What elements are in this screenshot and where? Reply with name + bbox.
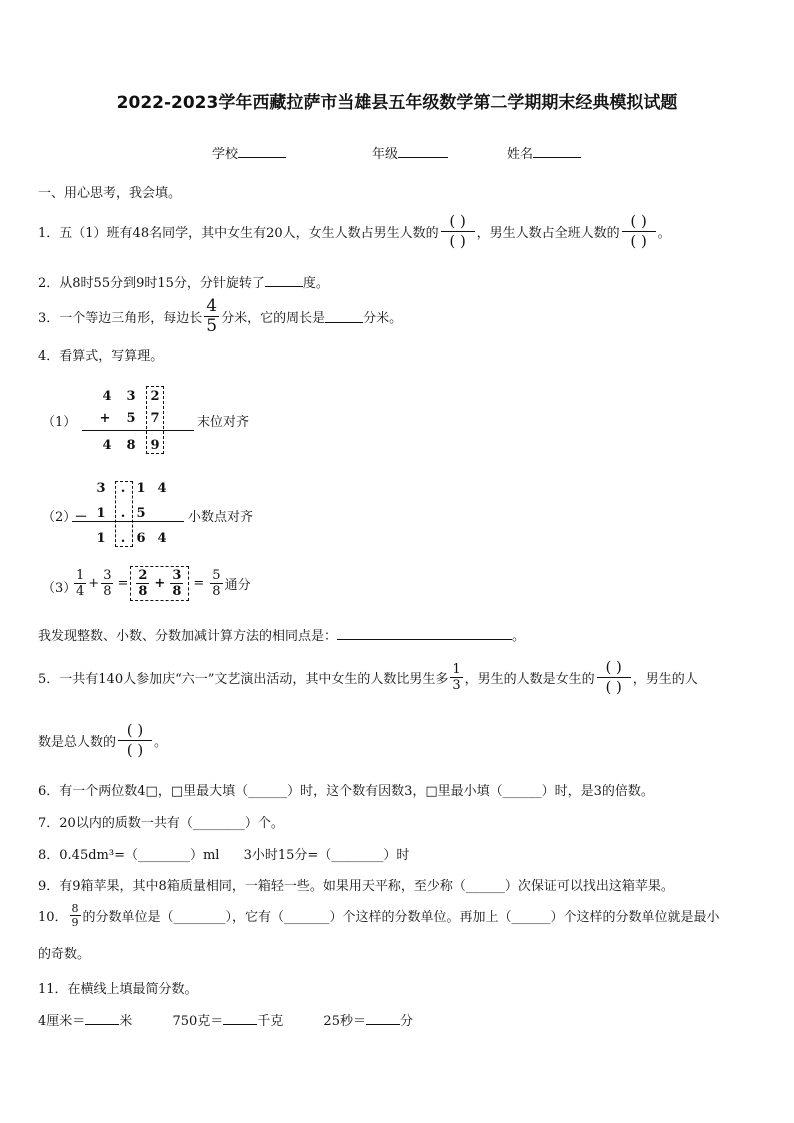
question-4: 4．看算式，写算理。 <box>38 349 164 364</box>
q2-blank[interactable] <box>265 274 303 287</box>
fraction-4-5 <box>204 298 219 335</box>
question-11-blanks <box>38 1010 413 1029</box>
finding-statement <box>38 625 525 644</box>
fraction-numerator: 5 <box>212 568 221 583</box>
digit: 4 <box>102 389 112 404</box>
q8-text-a: 8．0.45dm³=（________）ml <box>38 848 220 863</box>
fraction-denominator: 8 <box>138 584 148 599</box>
q11-item-3: 25秒＝ <box>323 1014 366 1029</box>
q1-text-c: 。 <box>657 226 671 241</box>
fraction-denominator: 3 <box>452 678 461 693</box>
fraction-denominator: 4 <box>76 584 85 599</box>
digit: 5 <box>136 506 146 521</box>
q11-item-1: 4厘米＝ <box>38 1014 86 1029</box>
q10-text-a: 的分数单位是（________），它有（_______）个这样的分数单位。再加上（______）个这样的分数单位就是最小 <box>82 910 720 925</box>
question-1 <box>38 214 671 249</box>
fraction-numerator: 8 <box>71 902 79 915</box>
digit: 1 <box>96 506 106 521</box>
q3-blank[interactable] <box>325 310 363 323</box>
q11-item-2: 750克＝ <box>172 1014 224 1029</box>
minus-sign: － <box>74 510 88 525</box>
part-3-expression <box>72 566 251 601</box>
digit: 4 <box>157 531 167 546</box>
part-1-label: （1） <box>42 415 77 430</box>
fraction <box>210 569 222 598</box>
fraction <box>74 569 86 598</box>
question-10-cont: 的奇数。 <box>38 947 91 962</box>
q1-text-b: ，男生人数占全班人数的 <box>476 226 620 241</box>
equals-sign: = <box>193 576 205 591</box>
paren: ( ) <box>126 721 144 739</box>
finding-end: 。 <box>512 629 526 644</box>
fraction-denominator: 5 <box>206 316 218 336</box>
digit: 4 <box>157 481 167 496</box>
digit: 1 <box>136 481 146 496</box>
plus-sign: + <box>88 576 100 591</box>
alignment-box <box>115 481 133 547</box>
q5-text-b: ，男生的人数是女生的 <box>464 672 595 687</box>
q3-text-c: 分米。 <box>363 311 403 326</box>
part-2-label: （2） <box>42 510 77 525</box>
question-5-cont <box>38 723 167 758</box>
question-6: 6．有一个两位数4□，□里最大填（______）时，这个数有因数3，□里最小填（______）时，是3的倍数。 <box>38 784 654 799</box>
school-label: 学校 <box>212 147 239 162</box>
q5-text-a: 5．一共有140人参加庆“六一”文艺演出活动，其中女生的人数比男生多 <box>38 672 449 687</box>
fraction <box>136 569 149 598</box>
fraction-denominator: 8 <box>103 584 112 599</box>
school-field <box>212 143 286 162</box>
fraction <box>170 569 183 598</box>
paren: ( ) <box>605 658 622 676</box>
q11-unit-2: 千克 <box>257 1014 284 1029</box>
digit: 8 <box>126 438 136 453</box>
answer-fraction-2[interactable] <box>622 214 656 249</box>
q2-text-a: 2．从8时55分到9时15分，分针旋转了 <box>38 276 265 291</box>
plus-sign: + <box>99 411 111 426</box>
part-1-note: 末位对齐 <box>197 415 250 430</box>
fraction-numerator: 1 <box>452 662 461 677</box>
fraction-numerator: 3 <box>103 568 112 583</box>
question-3 <box>38 298 402 335</box>
digit: 3 <box>96 481 106 496</box>
fraction-numerator: 4 <box>206 296 218 316</box>
finding-blank[interactable] <box>337 627 512 640</box>
question-2 <box>38 272 329 291</box>
question-8 <box>38 844 409 863</box>
answer-fraction-1[interactable] <box>441 214 475 249</box>
sum-line <box>82 430 194 431</box>
name-blank[interactable] <box>533 145 581 158</box>
digit: 3 <box>126 389 136 404</box>
plus-sign: + <box>154 576 166 591</box>
digit: 7 <box>150 411 160 426</box>
question-9: 9．有9箱苹果，其中8箱质量相同，一箱轻一些。如果用天平称，至少称（______）次保证可以找出这箱苹果。 <box>38 879 674 894</box>
grade-field <box>372 143 448 162</box>
question-5 <box>38 660 698 695</box>
digit: 1 <box>96 531 106 546</box>
answer-fraction-3[interactable] <box>597 660 631 695</box>
q11-blank-3[interactable] <box>366 1012 400 1025</box>
q11-unit-3: 分 <box>399 1014 413 1029</box>
q8-text-b: 3小时15分=（________）时 <box>243 848 410 863</box>
paren: ( ) <box>126 741 144 759</box>
alignment-box <box>146 386 164 454</box>
grade-label: 年级 <box>372 147 399 162</box>
digit: 9 <box>150 438 160 453</box>
digit: 2 <box>150 389 160 404</box>
question-10 <box>38 903 720 928</box>
q5-text-d: 数是总人数的 <box>38 735 117 750</box>
fraction-numerator: 2 <box>138 568 148 583</box>
fraction-denominator: 8 <box>172 584 182 599</box>
common-denominator-box <box>130 566 189 601</box>
fraction-denominator: 8 <box>212 584 221 599</box>
page-title: 2022-2023学年西藏拉萨市当雄县五年级数学第二学期期末经典模拟试题 <box>116 93 678 113</box>
q3-text-b: 分米，它的周长是 <box>221 311 326 326</box>
fraction-1-3 <box>450 663 462 692</box>
fraction-numerator: 1 <box>76 568 85 583</box>
equals-sign: = <box>117 576 129 591</box>
school-blank[interactable] <box>238 145 286 158</box>
q5-text-c: ，男生的人 <box>632 672 698 687</box>
decimal-point: . <box>120 531 126 546</box>
name-field <box>507 143 581 162</box>
digit: 6 <box>136 531 146 546</box>
name-label: 姓名 <box>507 147 534 162</box>
q3-text-a: 3．一个等边三角形，每边长 <box>38 311 203 326</box>
q1-text-a: 1．五（1）班有48名同学，其中女生有20人，女生人数占男生人数的 <box>38 226 439 241</box>
q2-text-b: 度。 <box>302 276 329 291</box>
q10-number: 10． <box>38 910 68 925</box>
paren: ( ) <box>449 232 466 250</box>
q11-blank-1[interactable] <box>85 1012 119 1025</box>
fraction <box>101 569 113 598</box>
q5-text-e: 。 <box>154 735 168 750</box>
digit: 4 <box>102 438 112 453</box>
section-heading: 一、用心思考，我会填。 <box>38 186 182 201</box>
part-3-label: （3） <box>42 581 77 596</box>
grade-blank[interactable] <box>398 145 448 158</box>
fraction-denominator: 9 <box>71 916 79 929</box>
question-11: 11．在横线上填最简分数。 <box>38 982 198 997</box>
answer-fraction-4[interactable] <box>118 723 152 758</box>
part-2-note: 小数点对齐 <box>188 510 254 525</box>
part-3-note: 通分 <box>224 578 251 593</box>
digit: 5 <box>126 411 136 426</box>
decimal-point: . <box>120 481 126 496</box>
q11-unit-1: 米 <box>119 1014 133 1029</box>
question-7: 7．20以内的质数一共有（________）个。 <box>38 816 284 831</box>
paren: ( ) <box>630 232 647 250</box>
paren: ( ) <box>605 678 622 696</box>
fraction-numerator: 3 <box>172 568 182 583</box>
finding-text: 我发现整数、小数、分数加减计算方法的相同点是： <box>38 629 338 644</box>
q11-blank-2[interactable] <box>223 1012 257 1025</box>
fraction-8-9 <box>70 903 81 928</box>
paren: ( ) <box>449 212 466 230</box>
paren: ( ) <box>630 212 647 230</box>
decimal-point: . <box>120 506 126 521</box>
